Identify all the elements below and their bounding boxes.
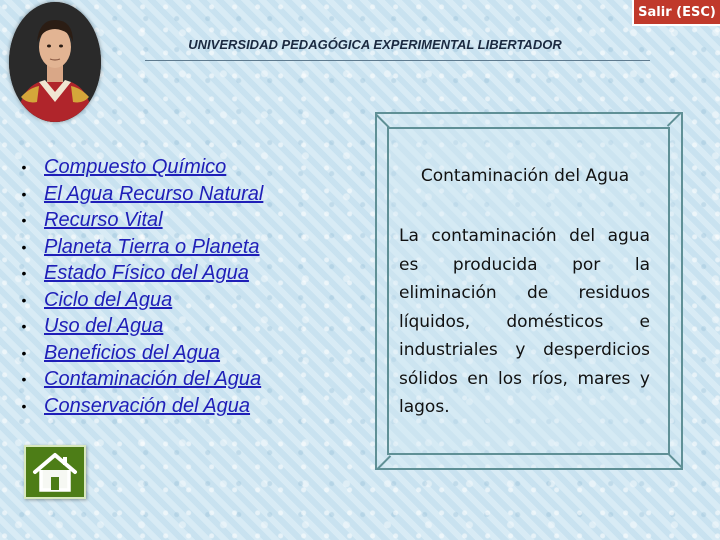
menu-item — [18, 260, 263, 287]
menu-link[interactable]: Uso del Agua — [44, 315, 164, 337]
menu-link[interactable]: Compuesto Químico — [44, 156, 227, 178]
home-button[interactable] — [24, 445, 86, 499]
menu-link[interactable]: El Agua Recurso Natural — [44, 182, 264, 205]
menu-link[interactable]: Beneficios del Agua — [44, 341, 221, 364]
menu-item — [18, 313, 263, 340]
bullet-icon: • — [21, 318, 27, 334]
menu-item — [18, 366, 263, 393]
menu-item — [18, 154, 263, 181]
panel-body: La contaminación del agua es producida por la eliminación de residuos líquidos, domésticos e industriales y desperdicios sólidos en los ríos, mares y lagos. — [399, 226, 650, 417]
menu-link[interactable]: Estado Físico del Agua — [44, 262, 249, 284]
portrait-image — [9, 2, 101, 122]
bullet-icon: • — [21, 265, 27, 281]
exit-button[interactable]: Salir (ESC) — [632, 0, 720, 26]
bullet-icon: • — [21, 238, 27, 255]
bullet-icon: • — [21, 344, 27, 361]
header-divider — [145, 60, 650, 61]
menu-link[interactable]: Planeta Tierra o Planeta — [44, 235, 260, 258]
menu-item — [18, 207, 263, 234]
bullet-icon: • — [21, 159, 27, 175]
menu-link[interactable]: Recurso Vital — [44, 209, 163, 231]
bullet-icon: • — [21, 185, 27, 202]
menu-item — [18, 181, 263, 208]
bullet-icon: • — [21, 397, 27, 414]
menu-item — [18, 393, 263, 420]
panel-title: Contaminación del Agua — [420, 166, 630, 186]
topic-menu — [18, 154, 263, 419]
bullet-icon: • — [21, 291, 27, 308]
menu-item — [18, 234, 263, 261]
menu-item — [18, 287, 263, 314]
bullet-icon: • — [21, 212, 27, 228]
page-title: UNIVERSIDAD PEDAGÓGICA EXPERIMENTAL LIBERTADOR — [188, 37, 562, 52]
menu-link[interactable]: Contaminación del Agua — [44, 368, 262, 390]
menu-link[interactable]: Ciclo del Agua — [44, 288, 173, 311]
menu-item — [18, 340, 263, 367]
menu-link[interactable]: Conservación del Agua — [44, 394, 251, 417]
bullet-icon: • — [21, 371, 27, 387]
home-icon — [31, 450, 79, 494]
